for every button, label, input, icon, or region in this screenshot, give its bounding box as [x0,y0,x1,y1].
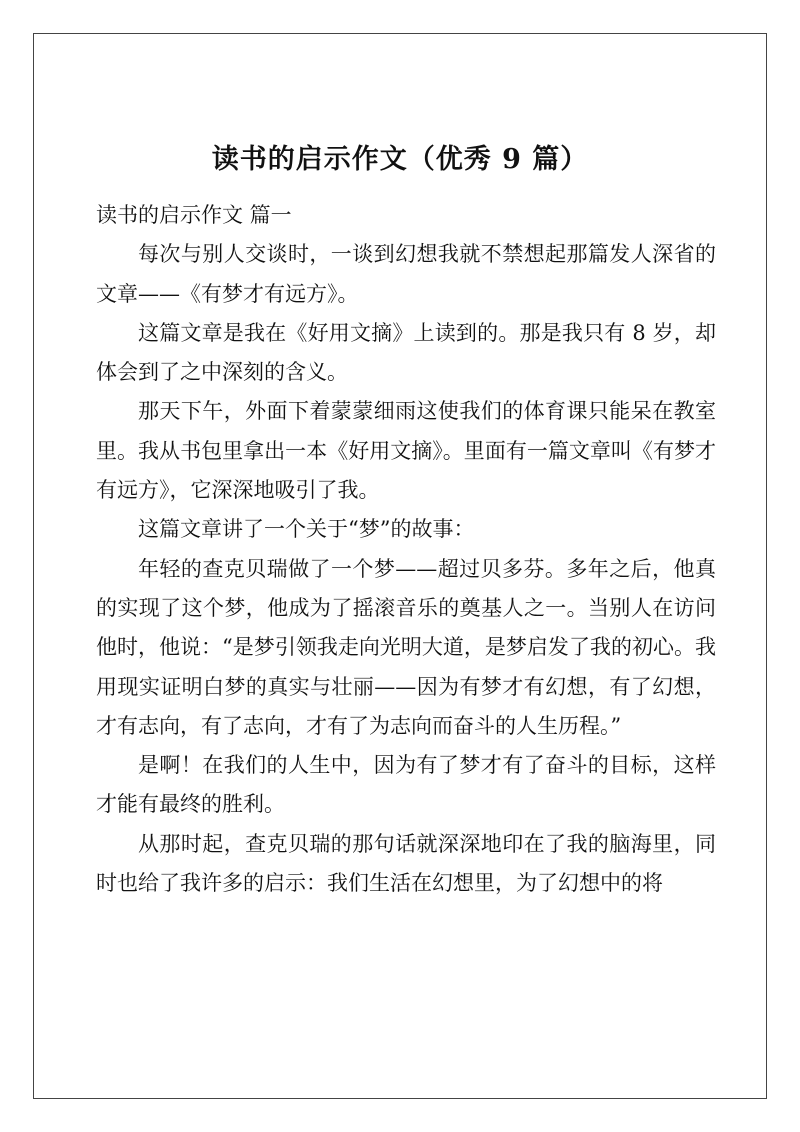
document-title: 读书的启示作文（优秀 9 篇） [211,144,589,176]
paragraph: 是啊！在我们的人生中，因为有了梦才有了奋斗的目标，这样才能有最终的胜利。 [96,753,716,817]
paragraph: 这篇文章讲了一个关于“梦”的故事： [138,517,475,542]
paragraph: 那天下午，外面下着蒙蒙细雨这使我们的体育课只能呆在教室里。我从书包里拿出一本《好用文摘》。里面有一篇文章叫《有梦才有远方》，它深深地吸引了我。 [96,399,716,503]
paragraph: 年轻的查克贝瑞做了一个梦——超过贝多芬。多年之后，他真的实现了这个梦，他成为了摇滚音乐的奠基人之一。当别人在访问他时，他说：“是梦引领我走向光明大道，是梦启发了我的初心。我用现实证明白梦的真实与壮丽——因为有梦才有幻想，有了幻想，才有志向，有了志向，才有了为志向而奋斗的人生历程。” [96,556,716,738]
section-heading: 读书的启示作文 篇一 [96,203,292,227]
paragraph: 这篇文章是我在《好用文摘》上读到的。那是我只有 8 岁，却体会到了之中深刻的含义。 [96,320,716,385]
paragraph: 每次与别人交谈时，一谈到幻想我就不禁想起那篇发人深省的文章——《有梦才有远方》。 [96,242,716,306]
paragraph: 从那时起，查克贝瑞的那句话就深深地印在了我的脑海里，同时也给了我许多的启示：我们生活在幻想里，为了幻想中的将 [96,831,716,896]
document-body [96,196,716,903]
